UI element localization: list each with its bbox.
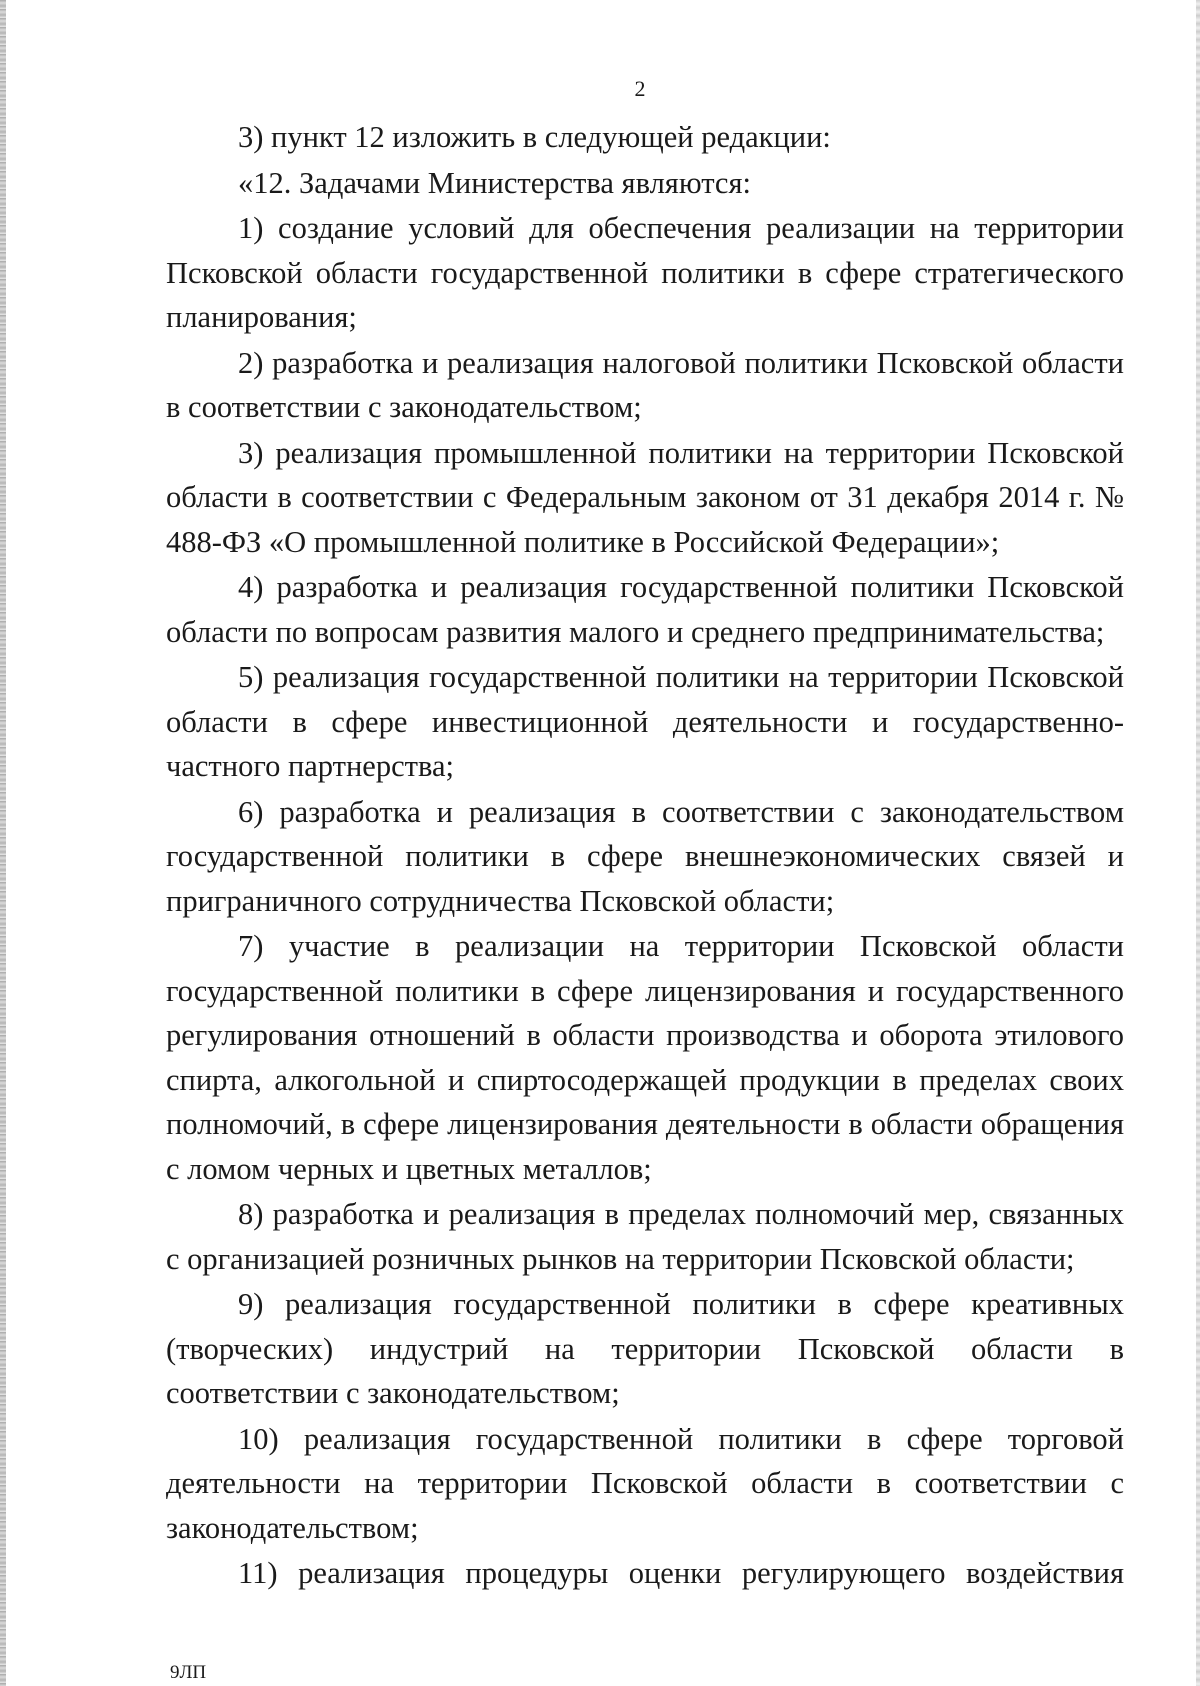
list-item-task-10: 10) реализация государственной политики в сфере торговой деятельности на территории Псковской области в соответствии с законодательством; <box>166 1421 1124 1545</box>
list-item-task-5: 5) реализация государственной политики на территории Псковской области в сфере инвестиционной деятельности и государственно-частного партнерства; <box>166 660 1124 783</box>
footer-code: 9ЛП <box>170 1662 207 1683</box>
paragraph-amendment-intro: 3) пункт 12 изложить в следующей редакции: <box>238 120 831 154</box>
list-item-task-9: 9) реализация государственной политики в сфере креативных (творческих) индустрий на территории Псковской области в соответствии с законодательством; <box>166 1287 1124 1410</box>
document-body <box>166 115 1124 1597</box>
list-item-task-8: 8) разработка и реализация в пределах полномочий мер, связанных с организацией розничных рынков на территории Псковской области; <box>166 1197 1124 1276</box>
page-number: 2 <box>634 76 646 101</box>
list-item-task-4: 4) разработка и реализация государственной политики Псковской области по вопросам развития малого и среднего предпринимательства; <box>166 570 1124 649</box>
list-item-task-2: 2) разработка и реализация налоговой политики Псковской области в соответствии с законодательством; <box>166 345 1124 424</box>
scan-edge-left <box>0 0 6 1686</box>
paragraph-tasks-heading: «12. Задачами Министерства являются: <box>238 165 751 200</box>
list-item-task-1: 1) создание условий для обеспечения реализации на территории Псковской области государственной политики в сфере стратегического планирования; <box>166 211 1124 334</box>
list-item-task-3: 3) реализация промышленной политики на территории Псковской области в соответствии с Федеральным законом от 31 декабря 2014 г. № 488-ФЗ «О промышленной политике в Российской Федерации»; <box>166 435 1124 559</box>
list-item-task-11: 11) реализация процедуры оценки регулирующего воздействия <box>238 1556 1124 1590</box>
list-item-task-6: 6) разработка и реализация в соответствии с законодательством государственной политики в сфере внешнеэкономических связей и приграничного сотрудничества Псковской области; <box>166 794 1124 918</box>
list-item-task-7: 7) участие в реализации на территории Псковской области государственной политики в сфере лицензирования и государственного регулирования отношений в области производства и оборота этилового спирта, алкогольной и спиртосодержащей продукции в пределах своих полномочий, в сфере лицензирования деятельности в области обращения с ломом черных и цветных металлов; <box>166 929 1124 1186</box>
scan-edge-right <box>1196 0 1200 1686</box>
